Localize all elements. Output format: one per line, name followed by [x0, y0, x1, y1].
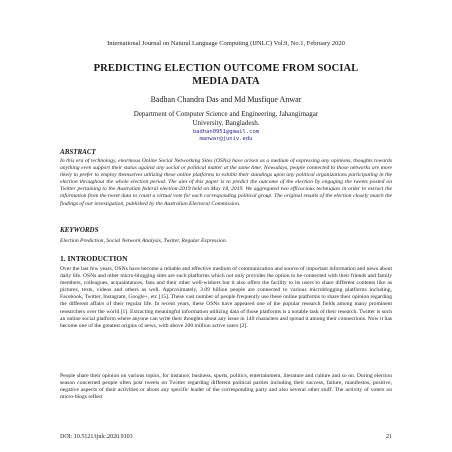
email-link-2[interactable]: manwar@juniv.edu	[199, 136, 253, 142]
author-emails	[60, 129, 392, 143]
affiliation	[60, 110, 392, 128]
page-number: 21	[386, 434, 392, 440]
introduction-paragraph-1: Over the last few years, OSNs have become a reliable and effective medium of communication and source of important information and news about daily life. OSNs and other micro-blogging sites are such platforms which not only provides the option to be connected with their friends and family members, colleagues, acquaintances, fans and their other well-wishers but it also offers the facility to its users to share different contents like as pictures, texts, videos and others as well. Approximately, 3.09 billion people are connected to various microblogging platforms including, Facebook, Twitter, Instagram, Google+, etc [15]. These vast number of people frequently use these online platforms to share their opinion regarding the different affairs of their regular life. In recent years, these OSNs have appeared one of the popular research fields among many prominent researchers over the world [1]. Extracting meaningful information utilizing data of those platforms is a notable task of their research. Twitter is such an online social platform where anyone can write their thoughts about any issue in 140 characters and spread it among their connections. Now it has become one of the greatest origins of news, with above 200 million active users [2].	[60, 266, 392, 329]
paper-title	[60, 62, 392, 88]
journal-header: International Journal on Natural Language Computing (IJNLC) Vol.9, No.1, February 2020	[107, 40, 345, 47]
author-list: Badhan Chandra Das and Md Musfique Anwar	[150, 95, 302, 104]
doi-text: DOI: 10.5121/ijnlc.2020.9103	[60, 434, 133, 440]
email-link-1[interactable]: badhan0951@gmail.com	[192, 129, 260, 135]
introduction-paragraph-2: People share their opinion on various topics, for instance, business, sports, politics, entertainment, literature and culture and so on. During election season concerned people often post tweets on Twitter regarding different political parties including their success, failure, manifestos, positive, negative aspects of their activities or about any specific leader of the corresponding party and also several other stuff. The activity of voters on micro-blogs reflect	[60, 373, 392, 401]
title-line-1: PREDICTING ELECTION OUTCOME FROM SOCIAL	[93, 63, 359, 74]
title-line-2: MEDIA DATA	[192, 76, 260, 87]
page-footer	[60, 434, 392, 440]
introduction-heading: 1. INTRODUCTION	[60, 254, 128, 263]
abstract-text: In this era of technology, enormous Online Social Networking Sites (OSNs) have arisen as a medium of expressing any opinions, thoughts towards anything even support their status against any social or political matter at the same time. Nowadays, people connected to those networks are more likely to prefer to employ themselves utilizing these online platforms to exhibit their standings upon any political organizations participating in the election throughout the whole election period. The aim of this paper is to predict the outcome of the election by engaging the tweets posted on Twitter pertaining to the Australian federal election-2019 held on May 18, 2019. We aggregated two efficacious techniques in order to extract the information from the tweet data to count a virtual vote for each corresponding political group. The original results of the election closely match the findings of our investigation, published by the Australian Electoral Commission.	[60, 158, 392, 207]
affiliation-line-1: Department of Computer Science and Engineering, Jahangirnagar	[133, 110, 319, 118]
keywords-text: Election Prediction, Social Network Analysis, Twitter, Regular Expression.	[60, 238, 228, 244]
abstract-heading: ABSTRACT	[60, 148, 96, 156]
affiliation-line-2: University, Bangladesh.	[192, 119, 260, 127]
keywords-heading: KEYWORDS	[60, 226, 99, 234]
